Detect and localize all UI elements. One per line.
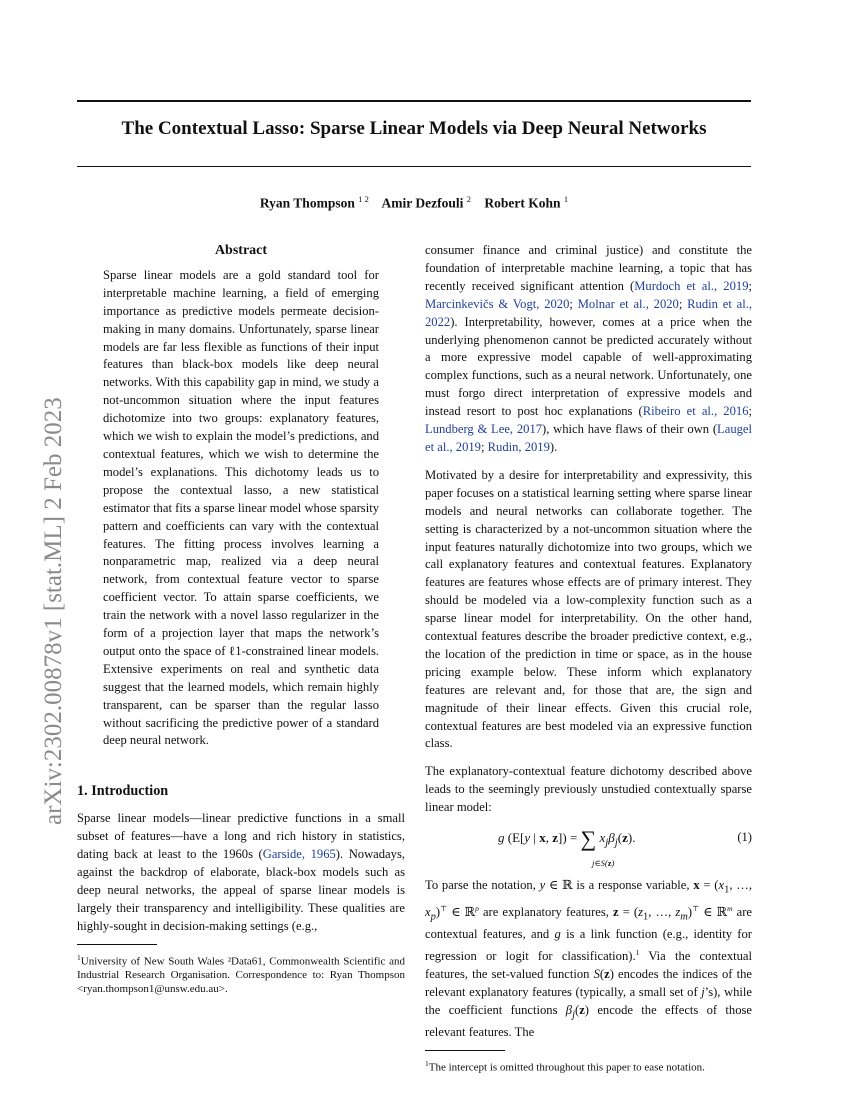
citation-link[interactable]: Garside, 1965 (262, 847, 336, 862)
body-paragraph: The explanatory-contextual feature dichotomy described above leads to the seemingly previously unstudied contextually sparse linear model: (425, 764, 752, 815)
body-paragraph: Motivated by a desire for interpretability and expressivity, this paper focuses on a statistical learning setting where sparse linear models and neural networks can collaborate together. The setting is characterized by a not-uncommon situation where the input features naturally dichotomize into two groups, which we call explanatory features and contextual features. Explanatory features are features whose effects are of primary interest. They should be modeled via a low-complexity function such as a sparse linear model for interpretability. On the other hand, contextual features describe the broader predictive context, e.g., the location of the prediction in time or space, as in the house pricing example below. These inform which explanatory features are relevant and, for those that are, the sign and magnitude of their linear effects. Given this crucial role, contextual features are best modeled via an expressive function class. (425, 467, 752, 751)
author-list (77, 194, 751, 212)
equation-body: g (E[y | x, z]) = ∑ $x_j\beta_j(z)$. j∈S(z) (498, 826, 636, 869)
citation-link[interactable]: Rudin, 2019 (487, 439, 550, 454)
citation-link[interactable]: Marcinkevičs & Vogt, 2020 (425, 296, 570, 311)
intro-paragraph: Sparse linear models—linear predictive functions in a small subset of features—have a long and rich history in statistics, dating back at least to the 1960s (Garside, 1965). Nowadays, against the backdrop of elaborate, black-box models such as deep neural networks, the appeal of sparse linear models is largely their transparency and intelligibility. These qualities are highly-sought in decision-making settings (e.g., (77, 811, 405, 933)
right-column (425, 242, 752, 1075)
citation-link[interactable]: Ribeiro et al., 2016 (642, 404, 749, 419)
abstract-heading: Abstract (214, 243, 268, 258)
author-name: Robert Kohn (484, 195, 561, 211)
arxiv-identifier: arXiv:2302.00878v1 [stat.ML] 2 Feb 2023 (40, 397, 67, 825)
author-affiliation: 2 (466, 194, 471, 204)
intercept-footnote: $^1$The intercept is omitted throughout this paper to ease notation. (425, 1059, 705, 1074)
body-paragraph: consumer finance and criminal justice) and constitute the foundation of interpretable machine learning, a topic that has recently received significant attention (Murdoch et al., 2019; Marcinkevičs & Vogt, 2020; Molnar et al., 2020; Rudin et al., 2022). Interpretability, however, comes at a price when the underlying phenomenon cannot be predicted accurately without a more expressive model capable of well-approximating complex functions, such as a neural network. Unfortunately, one must forgo direct interpretation of expressive models and instead resort to post hoc explanations (Ribeiro et al., 2016; Lundberg & Lee, 2017), which have flaws of their own (Laugel et al., 2019; Rudin, 2019). (425, 243, 752, 454)
left-column (77, 242, 405, 996)
footnote-rule (77, 944, 157, 945)
section-heading-introduction: 1. Introduction (77, 783, 169, 800)
notation-paragraph: To parse the notation, y ∈ ℝ is a response variable, $x = (x_1$, …, $x_p)^⊤$ ∈ ℝ$^p$ are explanatory features, $z = (z_1$, …, $z_m)^⊤$ ∈ ℝ$^m$ are contextual features, and g is a link function (e.g., identity for regression or logit for classification).$^1$ Via the contextual features, the set-valued function S(z) encodes the indices of the relevant explanatory features (typically, a small set of j’s), while the coefficient functions $\beta_j(z)$ encode the effects of those relevant features. The (425, 878, 753, 1040)
citation-link[interactable]: Murdoch et al., 2019 (634, 278, 749, 293)
abstract-text: Sparse linear models are a gold standard tool for interpretable machine learning, a field of emerging importance as predictive models permeate decision-making in many domains. Unfortunately, sparse linear models are far less flexible as functions of their input features than black-box models like deep neural networks. With this capability gap in mind, we study a not-uncommon situation where the input features dichotomize into two groups: explanatory features, which we wish to explain the model’s predictions, and contextual features, which we wish to determine the model’s explanations. This dichotomy leads us to propose the contextual lasso, a new statistical estimator that fits a sparse linear model whose sparsity pattern and coefficients can vary with the contextual features. The fitting process involves learning a nonparametric map, realized via a deep neural network, from contextual feature vector to sparse coefficient vector. To attain sparse coefficients, we train the network with a novel lasso regularizer in the form of a projection layer that maps the network’s output onto the space of ℓ1-constrained linear models. Extensive experiments on real and synthetic data suggest that the learned models, which remain highly transparent, can be sparser than the regular lasso without sacrificing the predictive power of a standard deep neural network. (103, 267, 379, 748)
author-affiliation: 1 (563, 194, 569, 204)
footnote-rule (425, 1050, 505, 1051)
paper-title: The Contextual Lasso: Sparse Linear Models via Deep Neural Networks (121, 118, 707, 139)
title-rule-bottom (77, 166, 751, 167)
citation-link[interactable]: Rudin et al., 2022 (425, 296, 752, 329)
author-name: Ryan Thompson (259, 195, 355, 211)
affiliation-footnote: $^1$University of New South Wales ²Data61, Commonwealth Scientific and Industrial Research Organisation. Correspondence to: Ryan Thompson <ryan.thompson1@unsw.edu.au>. (77, 952, 405, 996)
citation-link[interactable]: Laugel et al., 2019 (425, 422, 752, 454)
title-rule-top (77, 100, 751, 102)
author-name: Amir Dezfouli (381, 195, 464, 211)
citation-link[interactable]: Lundberg & Lee, 2017 (425, 422, 543, 437)
equation-number: (1) (737, 830, 752, 845)
author-affiliation: 1 2 (358, 194, 369, 204)
citation-link[interactable]: Molnar et al., 2020 (577, 296, 679, 311)
equation-1 (425, 825, 752, 869)
